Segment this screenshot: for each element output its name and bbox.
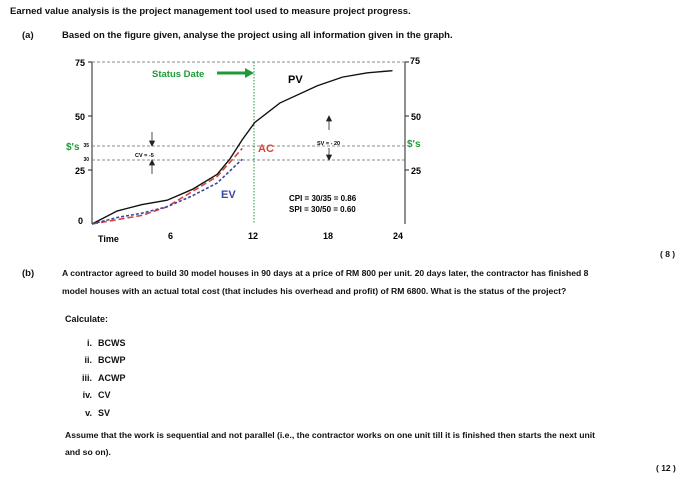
list-item: ii. BCWP bbox=[84, 355, 126, 366]
x-tick-18: 18 bbox=[323, 231, 334, 241]
list-item: i. BCWS bbox=[86, 338, 126, 348]
part-b-text-line2: model houses with an actual total cost (that includes his overhead and profit) of RM 6800. What is the status of the project? bbox=[62, 286, 567, 296]
y-tick-25-right: 25 bbox=[411, 166, 422, 176]
y-small-tick-30: 30 bbox=[83, 157, 89, 163]
part-a-label: (a) bbox=[22, 30, 34, 41]
part-a-marks: ( 8 ) bbox=[660, 249, 676, 259]
spi-text: SPI = 30/50 = 0.60 bbox=[289, 205, 356, 214]
sv-arrows bbox=[327, 116, 332, 160]
pv-label: PV bbox=[288, 74, 303, 86]
list-item: iii. ACWP bbox=[81, 372, 126, 383]
list-item: v. SV bbox=[85, 407, 111, 418]
x-axis-label: Time bbox=[98, 234, 119, 244]
part-b-label: (b) bbox=[22, 268, 35, 279]
cv-text: CV = -5 bbox=[135, 153, 154, 159]
status-date-label: Status Date bbox=[152, 69, 205, 80]
x-tick-24: 24 bbox=[393, 231, 404, 241]
y-tick-75-right: 75 bbox=[410, 56, 421, 66]
y-tick-0-left: 0 bbox=[77, 216, 83, 226]
part-b-text-line1: A contractor agreed to build 30 model houses in 90 days at a price of RM 800 per unit. 20 days later, the contractor has finished 8 bbox=[62, 268, 589, 278]
x-tick-6: 6 bbox=[168, 231, 174, 241]
list-item: iv. CV bbox=[82, 390, 111, 401]
calculate-label: Calculate: bbox=[65, 314, 109, 324]
ac-label: AC bbox=[258, 143, 274, 155]
earned-value-chart bbox=[55, 52, 455, 248]
y-tick-50-left: 50 bbox=[74, 112, 85, 122]
question-heading: Earned value analysis is the project management tool used to measure project progress. bbox=[10, 6, 411, 17]
sv-text: SV = - 20 bbox=[317, 141, 341, 147]
part-b-marks: ( 12 ) bbox=[656, 463, 676, 473]
status-date-arrow bbox=[217, 68, 254, 78]
cpi-text: CPI = 30/35 = 0.86 bbox=[289, 194, 357, 203]
assumption-line2: and so on). bbox=[65, 447, 111, 457]
y-tick-50-right: 50 bbox=[411, 112, 422, 122]
y-unit-right: $'s bbox=[407, 139, 421, 150]
calculation-list bbox=[78, 335, 126, 422]
assumption-line1: Assume that the work is sequential and not parallel (i.e., the contractor works on one unit till it is finished then starts the next unit bbox=[65, 430, 596, 440]
part-a-text: Based on the figure given, analyse the project using all information given in the graph. bbox=[62, 30, 453, 41]
ev-series-line bbox=[92, 159, 242, 224]
ev-label: EV bbox=[221, 189, 236, 201]
y-small-tick-35: 35 bbox=[83, 143, 89, 149]
y-tick-25-left: 25 bbox=[74, 166, 85, 176]
y-tick-75-left: 75 bbox=[74, 58, 85, 68]
x-tick-12: 12 bbox=[248, 231, 259, 241]
y-unit-left: $'s bbox=[66, 142, 80, 153]
